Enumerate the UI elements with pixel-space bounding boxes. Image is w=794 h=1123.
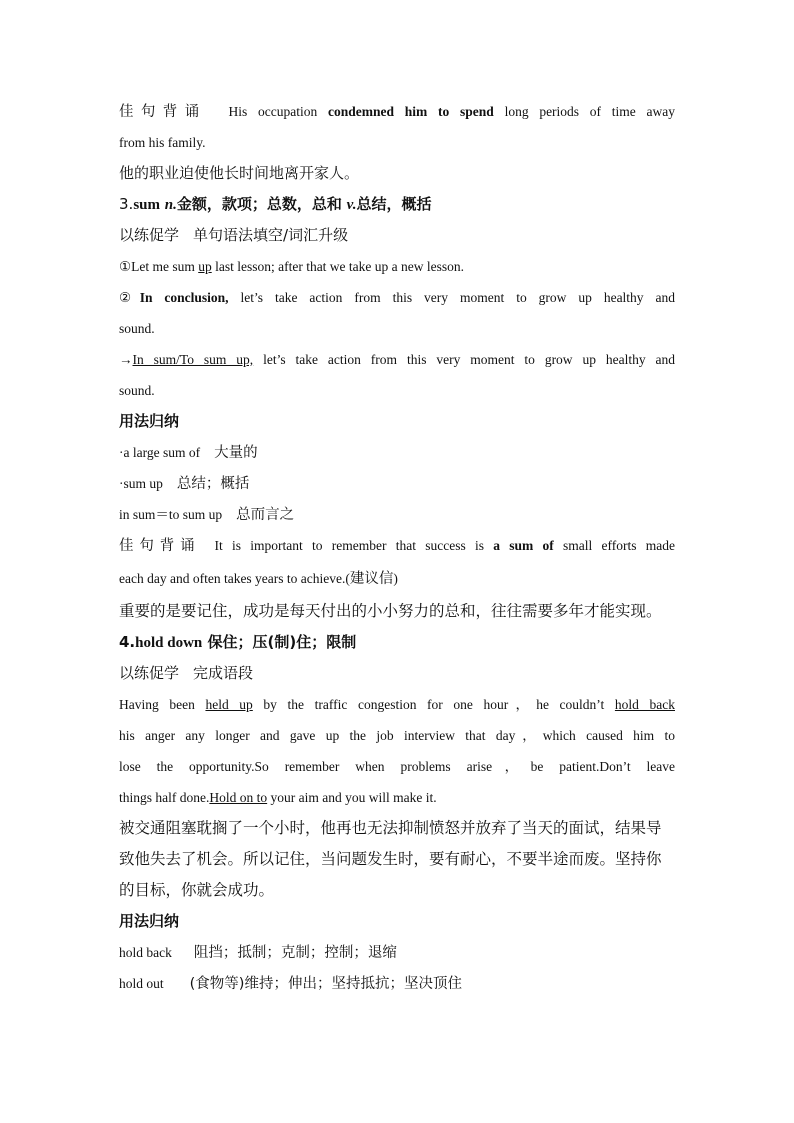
usage-item-1: ·a large sum of 大量的 (119, 445, 258, 461)
quote-line-4: each day and often takes years to achieve.(建议信) (119, 571, 398, 587)
bold-phrase: condemned him to spend (328, 104, 494, 119)
quote-line-1: 佳句背诵 His occupation condemned him to spend long periods of time away (119, 104, 675, 120)
quote-line-2: from his family. (119, 135, 206, 150)
passage-translation-3: 的目标，你就会成功。 (119, 881, 275, 899)
answer-blank: up (198, 259, 212, 274)
quote-translation: 重要的是要记住，成功是每天付出的小小努力的总和，往往需要多年才能实现。 (119, 602, 662, 620)
quote-label: 佳句背诵 (119, 538, 201, 554)
quote-label: 佳句背诵 (119, 104, 207, 120)
usage-heading: 用法归纳 (119, 412, 180, 430)
bold-phrase: a sum of (493, 538, 554, 553)
passage-translation-2: 致他失去了机会。所以记住，当问题发生时，要有耐心，不要半途而废。坚持你 (119, 850, 662, 868)
entry-heading-sum: 3.sum n.金额，款项；总数，总和 v.总结，概括 (119, 195, 432, 213)
exercise-3-cont: sound. (119, 383, 155, 398)
usage-item-2: hold out (食物等)维持；伸出；坚持抵抗；坚决顶住 (119, 976, 462, 992)
usage-item-1: hold back 阻挡；抵制；克制；控制；退缩 (119, 945, 397, 961)
passage-line-4: things half done.Hold on to your aim and you will make it. (119, 790, 437, 805)
passage-line-3: lose the opportunity.So remember when problems arise，be patient.Don’t leave (119, 759, 675, 774)
exercise-2: ②In conclusion, let’s take action from this very moment to grow up healthy and (119, 290, 675, 305)
practice-heading: 以练促学 完成语段 (119, 664, 254, 682)
answer-blank: Hold on to (209, 790, 268, 805)
usage-item-2: ·sum up 总结；概括 (119, 476, 250, 492)
exercise-3: →In sum/To sum up, let’s take action from this very moment to grow up healthy and (119, 352, 675, 367)
answer-blank: hold back (614, 697, 675, 712)
quote-translation: 他的职业迫使他长时间地离开家人。 (119, 164, 360, 182)
quote-line-3: 佳句背诵 It is important to remember that success is a sum of small efforts made (119, 538, 675, 554)
entry-heading-hold-down: 4.hold down 保住；压(制)住；限制 (119, 633, 357, 651)
passage-line-2: his anger any longer and gave up the job interview that day，which caused him to (119, 728, 675, 743)
passage-translation-1: 被交通阻塞耽搁了一个小时，他再也无法抑制愤怒并放弃了当天的面试，结果导 (119, 819, 662, 837)
document-page (119, 96, 675, 999)
answer-blank: In sum/To sum up, (132, 352, 254, 367)
passage-line-1: Having been held up by the traffic congestion for one hour，he couldn’t hold back (119, 697, 675, 712)
exercise-1: ①Let me sum up last lesson; after that we take up a new lesson. (119, 259, 465, 274)
usage-item-3: in sum＝to sum up 总而言之 (119, 507, 295, 523)
answer-blank: held up (205, 697, 253, 712)
exercise-2-cont: sound. (119, 321, 155, 336)
practice-heading: 以练促学 单句语法填空/词汇升级 (119, 226, 349, 244)
usage-heading: 用法归纳 (119, 912, 180, 930)
